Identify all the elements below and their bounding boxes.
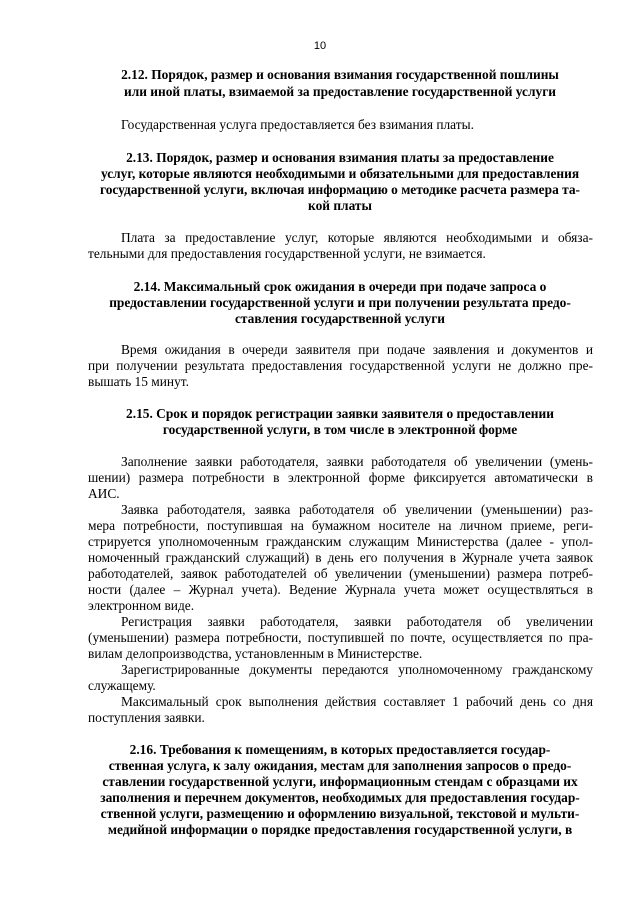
section-2-14-heading-line-2: предоставлении государственной услуги и при получении результата предо- (109, 295, 571, 310)
page-number: 10 (313, 40, 327, 52)
section-2-15-body-line-8: работодателей, заявок работодателей об увеличении (уменьшении) размера потреб- (88, 566, 593, 581)
section-2-14-heading-line-3: ставления государственной услуги (234, 311, 445, 326)
section-2-15-body-line-7: номоченный гражданский служащий) в день его получения в Журнале учета заявок (88, 550, 593, 565)
section-2-13-heading-line-2: услуг, которые являются необходимыми и обязательными для предоставления (100, 166, 580, 181)
section-2-14-body-line-3: вышать 15 минут. (88, 374, 189, 389)
section-2-15-body-line-16: Максимальный срок выполнения действия составляет 1 рабочий день со дня (121, 694, 593, 709)
section-2-15-body-line-17: поступления заявки. (88, 710, 205, 725)
section-2-15-body-line-1: Заполнение заявки работодателя, заявки работодателя об увеличении (умень- (121, 454, 593, 469)
section-2-13-heading-line-4: кой платы (308, 198, 372, 213)
section-2-13-heading-line-1: 2.13. Порядок, размер и основания взимания платы за предоставление (126, 150, 554, 165)
section-2-15-body-line-9: ности (далее – Журнал учета). Ведение Журнала учета может осуществляться в (88, 582, 593, 597)
section-2-16-heading-line-4: заполнения и перечнем документов, необходимых для предоставления государ- (100, 790, 580, 805)
section-2-13-body-line-1: Плата за предоставление услуг, которые являются необходимыми и обяза- (121, 230, 593, 245)
section-2-15-body-line-4: Заявка работодателя, заявка работодателя об увеличении (уменьшении) раз- (121, 502, 593, 517)
section-2-15-body-line-12: (уменьшении) размера потребности, поступившей по почте, осуществляется по пра- (88, 630, 593, 645)
section-2-16-heading-line-6: медийной информации о порядке предоставления государственной услуги, в (107, 822, 573, 837)
section-2-12-heading-line-2: или иной платы, взимаемой за предоставление государственной услуги (123, 84, 556, 99)
section-2-15-body-line-11: Регистрация заявки работодателя, заявки работодателя об увеличении (121, 614, 593, 629)
section-2-12-heading-line-1: 2.12. Порядок, размер и основания взимания государственной пошлины (121, 67, 559, 82)
section-2-15-heading-line-2: государственной услуги, в том числе в электронной форме (162, 422, 518, 437)
section-2-15-body-line-10: электронном виде. (88, 598, 195, 613)
section-2-16-heading-line-3: ставлении государственной услуги, информационным стендам с образцами их (102, 774, 578, 789)
section-2-14-body-line-1: Время ожидания в очереди заявителя при подаче заявления и документов и (121, 342, 593, 357)
section-2-15-body-line-5: мера потребности, поступившая на бумажном носителе на личном приеме, реги- (88, 518, 593, 533)
section-2-14-heading-line-1: 2.14. Максимальный срок ожидания в очереди при подаче запроса о (133, 279, 547, 294)
section-2-15-body-line-14: Зарегистрированные документы передаются уполномоченному гражданскому (121, 662, 593, 677)
section-2-13-heading-line-3: государственной услуги, включая информацию о методике расчета размера та- (99, 182, 581, 197)
section-2-16-heading-line-2: ственная услуга, к залу ожидания, местам для заполнения запросов о предо- (108, 758, 572, 773)
section-2-14-body-line-2: при получении результата предоставления государственной услуги не должно пре- (88, 358, 593, 373)
section-2-15-heading-line-1: 2.15. Срок и порядок регистрации заявки заявителя о предоставлении (126, 406, 554, 421)
section-2-15-body-line-6: стрируется уполномоченным гражданским служащим Министерства (далее - упол- (88, 534, 593, 549)
section-2-16-heading-line-1: 2.16. Требования к помещениям, в которых предоставляется государ- (129, 742, 551, 757)
section-2-13-body-line-2: тельными для предоставления государственной услуги, не взимается. (88, 246, 486, 261)
section-2-15-body-line-15: служащему. (88, 678, 156, 693)
section-2-16-heading-line-5: ственной услуги, размещению и оформлению визуальной, текстовой и мульти- (100, 806, 580, 821)
section-2-12-body-line-1: Государственная услуга предоставляется без взимания платы. (121, 117, 474, 132)
section-2-15-body-line-13: вилам делопроизводства, установленным в Министерстве. (88, 646, 423, 661)
section-2-15-body-line-3: АИС. (88, 486, 120, 501)
section-2-15-body-line-2: шении) размера потребности в электронной форме фиксируется автоматически в (88, 470, 593, 485)
